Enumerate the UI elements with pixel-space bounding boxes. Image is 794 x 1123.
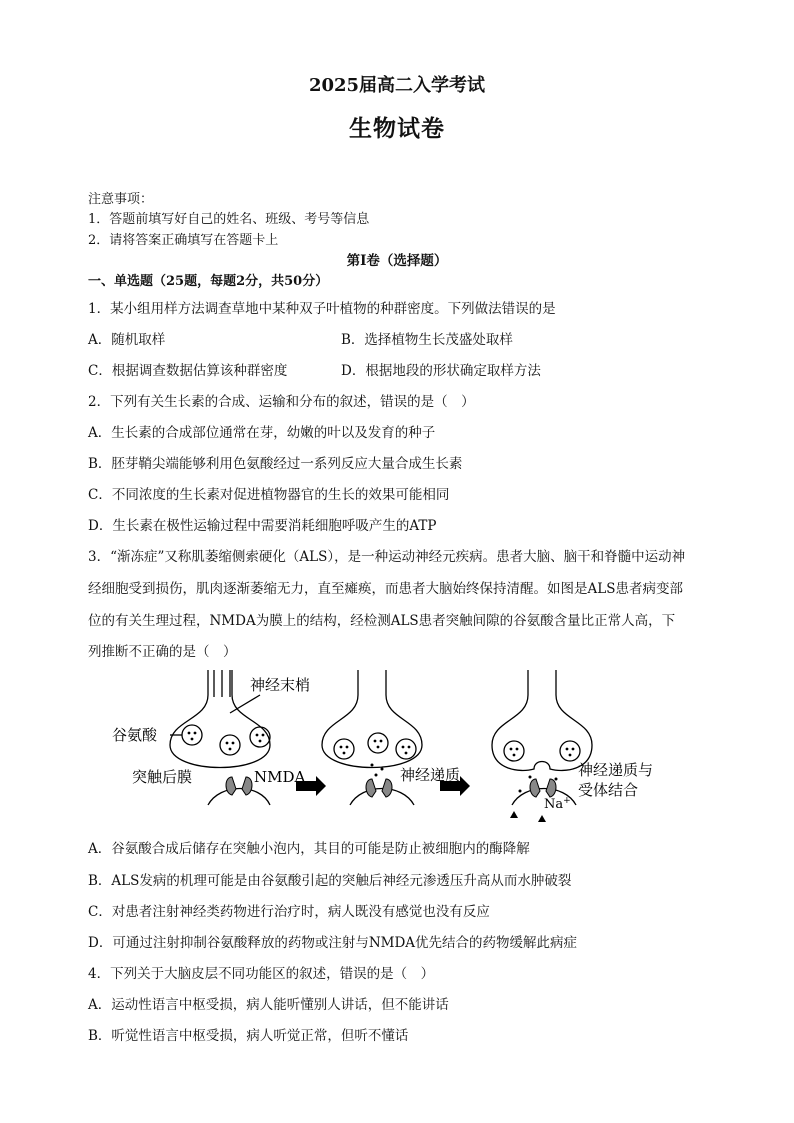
label-sodium-symbol: Na: [544, 797, 564, 812]
synaptic-vesicle: [250, 727, 270, 747]
synaptic-vesicle: [182, 725, 202, 745]
synaptic-vesicle: [334, 739, 354, 759]
q1-option-a: A．随机取样: [88, 332, 166, 348]
label-glutamate: 谷氨酸: [112, 726, 158, 744]
note-item: 2．请将答案正确填写在答题卡上: [88, 233, 279, 248]
synapse-diagram: [110, 665, 680, 825]
question-2-stem: 2．下列有关生长素的合成、运输和分布的叙述，错误的是（ ）: [88, 394, 475, 410]
section-heading: 一、单选题（25题，每题2分，共50分）: [88, 274, 329, 289]
q2-option-d: D．生长素在极性运输过程中需要消耗细胞呼吸产生的ATP: [88, 518, 437, 534]
part-title: 第Ⅰ卷（选择题）: [346, 253, 448, 269]
q3-option-a: A．谷氨酸合成后储存在突触小泡内，其目的可能是防止被细胞内的酶降解: [88, 841, 530, 857]
label-sodium-charge: +: [563, 796, 571, 806]
label-nerve-terminal: 神经末梢: [250, 676, 311, 694]
postsynaptic-membrane-1: [208, 789, 270, 806]
note-item: 1．答题前填写好自己的姓名、班级、考号等信息: [88, 212, 370, 227]
q3-option-c: C．对患者注射神经类药物进行治疗时，病人既没有感觉也没有反应: [88, 904, 490, 920]
q1-option-b: B．选择植物生长茂盛处取样: [341, 332, 513, 348]
q3-option-d: D．可通过注射抑制谷氨酸释放的药物或注射与NMDA优先结合的药物缓解此病症: [88, 935, 578, 951]
synaptic-vesicle: [220, 735, 240, 755]
notes-heading: 注意事项：: [88, 192, 154, 207]
subject-title: 生物试卷: [349, 115, 445, 142]
q1-option-d: D．根据地段的形状确定取样方法: [341, 363, 541, 379]
question-3-stem-line: 经细胞受到损伤，肌肉逐渐萎缩无力，直至瘫痪，而患者大脑始终保持清醒。如图是ALS患者病变部: [88, 581, 683, 597]
label-postsynaptic-membrane: 突触后膜: [132, 768, 193, 786]
label-binding-line-1: 神经递质与: [578, 761, 654, 779]
q2-option-a: A．生长素的合成部位通常在芽，幼嫩的叶以及发育的种子: [88, 425, 436, 441]
label-binding-line-2: 受体结合: [578, 781, 639, 799]
synaptic-vesicle: [504, 741, 524, 761]
q4-option-a: A．运动性语言中枢受损，病人能听懂别人讲话，但不能讲话: [88, 997, 449, 1013]
synaptic-vesicle: [560, 741, 580, 761]
label-neurotransmitter: 神经递质: [400, 766, 461, 784]
presynaptic-terminal-3: [492, 670, 592, 770]
synaptic-vesicle: [368, 733, 388, 753]
label-sodium: [544, 796, 571, 812]
question-1-stem: 1．某小组用样方法调查草地中某种双子叶植物的种群密度。下列做法错误的是: [88, 301, 556, 317]
question-3-stem-line: 列推断不正确的是（ ）: [88, 644, 237, 660]
q1-option-c: C．根据调查数据估算该种群密度: [88, 363, 288, 379]
question-4-stem: 4．下列关于大脑皮层不同功能区的叙述，错误的是（ ）: [88, 966, 435, 982]
question-3-stem-line: 位的有关生理过程，NMDA为膜上的结构，经检测ALS患者突触间隙的谷氨酸含量比正常人高，下: [88, 613, 676, 629]
synaptic-vesicle: [396, 739, 416, 759]
question-3-stem-line: 3．“渐冻症”又称肌萎缩侧索硬化（ALS），是一种运动神经元疾病。患者大脑、脑干和脊髓中运动神: [88, 549, 686, 565]
q4-option-b: B．听觉性语言中枢受损，病人听觉正常，但听不懂话: [88, 1028, 409, 1044]
exam-title: 2025届高二入学考试: [308, 75, 486, 96]
q2-option-b: B．胚芽鞘尖端能够利用色氨酸经过一系列反应大量合成生长素: [88, 456, 463, 472]
q3-option-b: B．ALS发病的机理可能是由谷氨酸引起的突触后神经元渗透压升高从而水肿破裂: [88, 873, 572, 889]
q2-option-c: C．不同浓度的生长素对促进植物器官的生长的效果可能相同: [88, 487, 450, 503]
label-nmda: NMDA: [254, 768, 306, 786]
